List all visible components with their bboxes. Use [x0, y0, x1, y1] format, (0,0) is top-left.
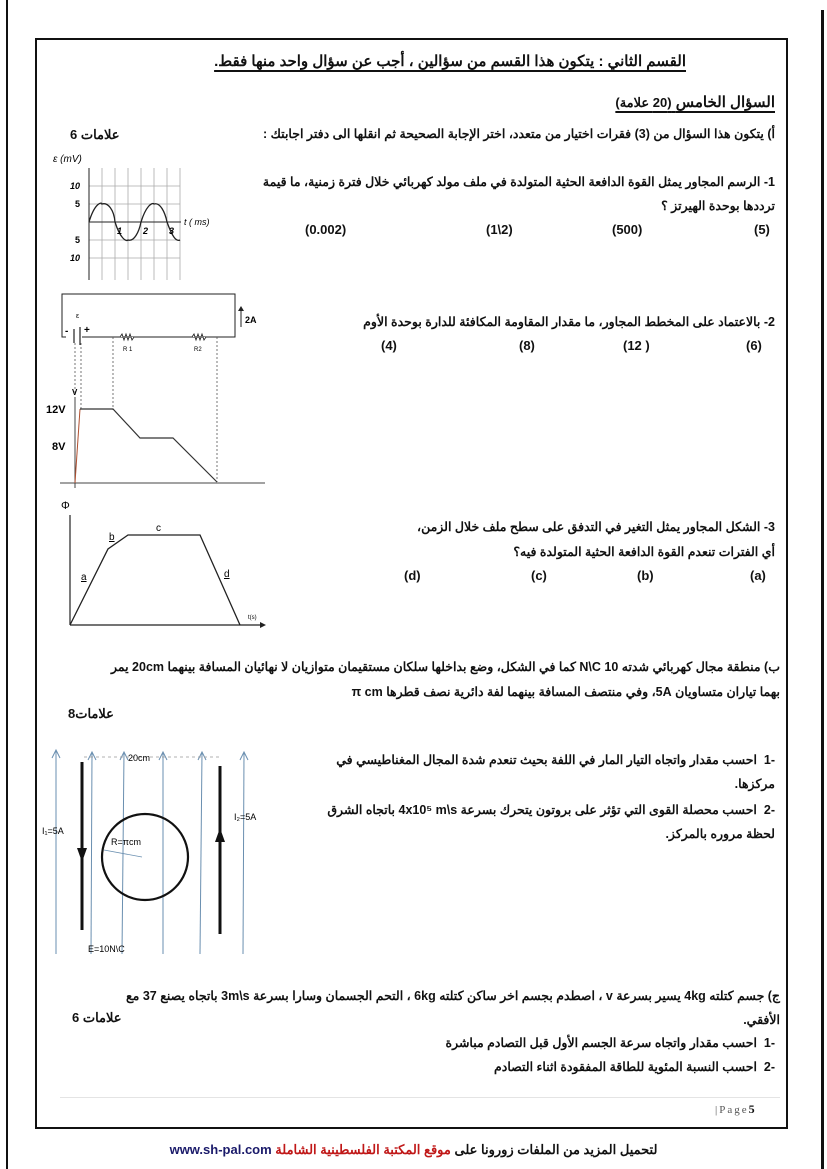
mcq-1-option-3[interactable]: (1\2) [486, 222, 513, 237]
radius-label: R=πcm [111, 837, 141, 847]
question-title-label: السؤال الخامس [675, 94, 775, 111]
electric-field-wires-diagram [40, 740, 290, 960]
part-b-item-2 [300, 798, 775, 846]
part-c-line2: الأفقي. [743, 1013, 780, 1027]
part-c-item-1-number: -1 [763, 1036, 775, 1050]
mcq-3-option-b[interactable]: (b) [637, 568, 654, 583]
mcq-2-option-4[interactable]: (4) [381, 338, 397, 353]
part-b-line1: ب) منطقة مجال كهربائي شدته N\C 10 كما في الشكل، وضع بداخلها سلكان مستقيمان متوازيان لا نهائيان المسافة بينهما 20cm يمر [110, 660, 780, 674]
potential-profile [80, 409, 217, 482]
sine-tick-2ms: 2 [143, 226, 149, 236]
sine-y-label: ε (mV) [53, 154, 82, 165]
v12-label: 12V [46, 404, 66, 416]
part-c-line1: ج) جسم كتلته 4kg يسير بسرعة v ، اصطدم بجسم اخر ساكن كتلته 6kg ، التحم الجسمان وسارا بسرعة 3m\s باتجاه يصنع 37 مع [126, 989, 780, 1003]
resistor-r2 [192, 334, 206, 340]
mcq-3-option-d[interactable]: (d) [404, 568, 421, 583]
part-b-item-1 [295, 748, 775, 796]
distance-label: 20cm [128, 753, 151, 763]
part-b-item-1-text: احسب مقدار واتجاه التيار المار في اللفة بحيث تنعدم شدة المجال المغناطيسي في مركزها. [336, 753, 775, 791]
current-label: 2A [245, 315, 257, 325]
current-arrowhead [238, 306, 244, 311]
circuit-potential-diagram [40, 285, 310, 495]
flux-time-graph [50, 495, 280, 635]
mcq-1-option-2[interactable]: (500) [612, 222, 643, 237]
mcq-1-option-4[interactable]: (0.002) [305, 222, 347, 237]
mcq-1-text: 1- الرسم المجاور يمثل القوة الدافعة الحثية المتولدة في ملف مولد كهربائي خلال فترة زمنية، ما قيمة ترددها بوحدة الهيرتز ؟ [262, 175, 775, 213]
segment-a-label: a [81, 572, 87, 583]
part-a-intro: أ) يتكون هذا السؤال من (3) فقرات اختيار من متعدد، اختر الإجابة الصحيحة ثم انقلها الى دفتر اجابتك : [263, 127, 775, 141]
flux-curve [70, 535, 240, 625]
section-title: القسم الثاني : يتكون هذا القسم من سؤالين ، أجب عن سؤال واحد منها فقط. [214, 53, 686, 70]
r2-label: R2 [194, 347, 202, 353]
part-c-item-1 [330, 1031, 775, 1055]
mcq-2-option-1[interactable]: (6) [746, 338, 762, 353]
resistor-r1 [120, 334, 134, 340]
wire-1-current-arrow [77, 848, 87, 862]
mcq-2-text: 2- بالاعتماد على المخطط المجاور، ما مقدار المقاومة المكافئة للدارة بوحدة الأوم [363, 315, 775, 329]
download-footer [0, 1142, 827, 1158]
flux-x-label: t(s) [248, 615, 257, 621]
v8-label: 8V [52, 441, 66, 453]
emf-sine-graph [50, 150, 245, 285]
part-b-item-2-number: -2 [763, 803, 775, 817]
part-b-item-2-text: احسب محصلة القوى التي تؤثر على بروتون يتحرك بسرعة 4x10⁵ m\s باتجاه الشرق لحظة مروره بالمركز. [327, 803, 775, 841]
sine-tick-5: 5 [75, 199, 81, 209]
part-c-item-2 [330, 1055, 775, 1079]
r1-label: R 1 [123, 347, 133, 353]
page-number [715, 1102, 757, 1117]
battery-emf-label: ε [76, 313, 80, 320]
footer-text: لتحميل المزيد من الملفات زورونا على [454, 1142, 658, 1157]
sine-tick-neg5: 5 [75, 235, 81, 245]
v-axis-label: V [72, 388, 78, 397]
question-total-marks: (20 علامة) [615, 95, 672, 110]
part-c-item-2-number: -2 [763, 1060, 775, 1074]
part-c-marks: 6 علامات [72, 1010, 122, 1025]
part-b-marks: 8علامات [68, 706, 114, 721]
segment-d-label: d [224, 569, 230, 580]
part-c-item-2-text: احسب النسبة المئوية للطاقة المفقودة اثناء التصادم [494, 1060, 757, 1074]
part-a-marks: 6 علامات [70, 127, 120, 142]
sine-tick-3ms: 3 [169, 226, 175, 236]
wire-2-current-arrow [215, 828, 225, 842]
mcq-2-option-3[interactable]: (8) [519, 338, 535, 353]
segment-b-label: b [109, 532, 115, 543]
part-b-line2: بهما تياران متساويان 5A، وفي منتصف المسافة بينهما لفة دائرية نصف قطرها π cm [351, 685, 780, 699]
mcq-2-option-2[interactable]: (12 ) [623, 338, 650, 353]
sine-tick-neg10: 10 [70, 253, 81, 263]
page-number-prefix: |Page [715, 1104, 749, 1116]
question-title [520, 93, 775, 111]
mcq-3-text-line2: أي الفترات تنعدم القوة الدافعة الحثية المتولدة فيه؟ [513, 545, 775, 559]
mcq-3-option-c[interactable]: (c) [531, 568, 547, 583]
footer-library-name: موقع المكتبة الفلسطينية الشاملة [275, 1142, 451, 1157]
potential-rise [75, 409, 80, 483]
time-axis-arrowhead [260, 622, 266, 628]
page-edge-right [821, 10, 824, 1169]
sine-x-label: t ( ms) [184, 217, 210, 227]
circular-loop [102, 814, 188, 900]
footer-url[interactable]: www.sh-pal.com [169, 1142, 272, 1157]
sine-tick-10: 10 [70, 181, 81, 191]
mcq-3-text-line1: 3- الشكل المجاور يمثل التغير في التدفق على سطح ملف خلال الزمن، [417, 520, 775, 534]
i1-label: I₁=5A [42, 826, 64, 836]
footer-divider [60, 1097, 780, 1098]
segment-c-label: c [156, 523, 161, 534]
flux-y-label: Φ [61, 500, 70, 512]
i2-label: I₂=5A [234, 812, 257, 822]
page-edge-left [6, 0, 8, 1169]
part-c-item-1-text: احسب مقدار واتجاه سرعة الجسم الأول قبل التصادم مباشرة [445, 1036, 757, 1050]
mcq-1-option-1[interactable]: (5) [754, 222, 770, 237]
sine-grid [89, 168, 180, 280]
page-number-value: 5 [748, 1102, 757, 1116]
mcq-3-option-a[interactable]: (a) [750, 568, 766, 583]
part-b-item-1-number: -1 [763, 753, 775, 767]
field-strength-label: E=10N\C [88, 944, 125, 954]
battery-minus: - [65, 326, 69, 337]
sine-tick-1ms: 1 [117, 226, 123, 236]
battery-plus: + [84, 325, 90, 336]
